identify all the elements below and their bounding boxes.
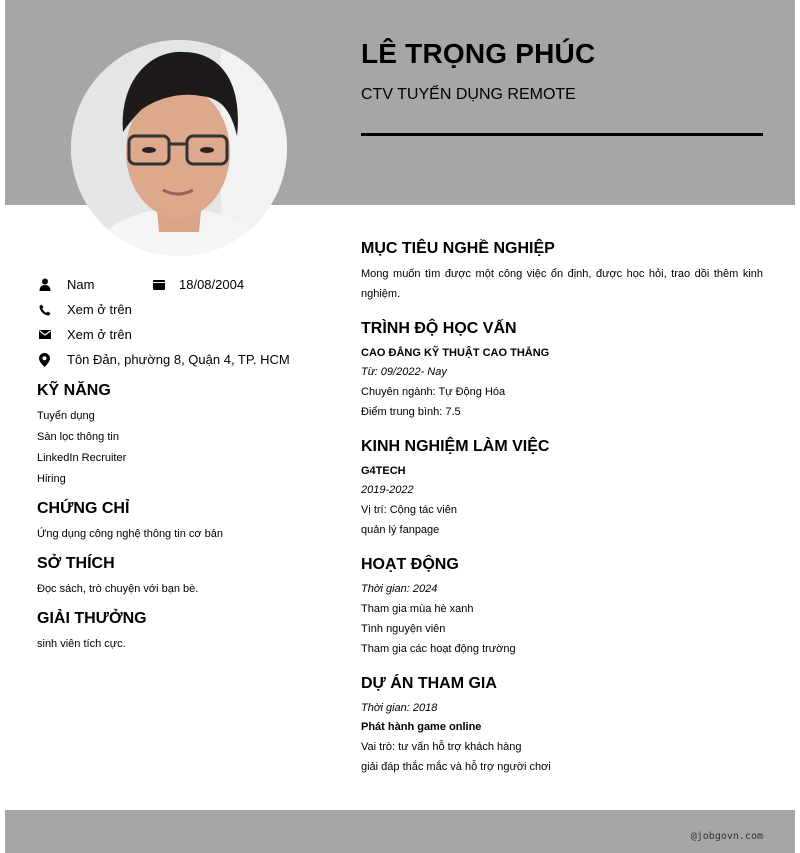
education-title: TRÌNH ĐỘ HỌC VẤN	[361, 320, 517, 337]
candidate-name: LÊ TRỌNG PHÚC	[361, 38, 596, 69]
objective-section	[361, 240, 763, 304]
experience-position: Vị trí: Cộng tác viên	[361, 504, 457, 516]
certificates-section	[37, 500, 327, 545]
objective-title: MỤC TIÊU NGHỀ NGHIỆP	[361, 240, 555, 257]
objective-text: Mong muốn tìm được một công việc ổn định, được học hỏi, trao dồi thêm kinh nghiệm.	[361, 268, 763, 300]
phone-value: Xem ở trên	[67, 302, 132, 317]
experience-section	[361, 438, 763, 540]
certificate-item: Ứng dụng công nghệ thông tin cơ bản	[37, 528, 224, 540]
experience-duty: quản lý fanpage	[361, 524, 440, 536]
hobbies-text: Đọc sách, trò chuyện với bạn bè.	[37, 583, 199, 595]
email-row	[37, 322, 327, 347]
activities-period: Thời gian: 2024	[361, 583, 438, 595]
skill-item: Sàn lọc thông tin	[37, 431, 119, 443]
right-column	[361, 240, 763, 793]
address-value: Tôn Đản, phường 8, Quận 4, TP. HCM	[67, 352, 290, 367]
gender-value: Nam	[67, 277, 95, 292]
envelope-icon	[37, 330, 67, 339]
birthday	[151, 277, 244, 292]
location-pin-icon	[37, 353, 67, 367]
address-row	[37, 347, 327, 372]
hobbies-section	[37, 555, 327, 600]
hobbies-title: SỞ THÍCH	[37, 555, 115, 572]
projects-section	[361, 675, 763, 777]
projects-title: DỰ ÁN THAM GIA	[361, 675, 497, 692]
phone-icon	[37, 304, 67, 316]
school-name: CAO ĐẲNG KỸ THUẬT CAO THẮNG	[361, 347, 550, 359]
left-column	[37, 272, 327, 655]
email-value: Xem ở trên	[67, 327, 132, 342]
awards-text: sinh viên tích cực.	[37, 638, 126, 650]
certificates-title: CHỨNG CHỈ	[37, 500, 130, 517]
education-gpa: Điểm trung bình: 7.5	[361, 406, 461, 418]
project-period: Thời gian: 2018	[361, 702, 438, 714]
cv-page	[5, 0, 795, 853]
header-divider	[361, 133, 763, 136]
avatar	[71, 40, 287, 256]
avatar-photo	[71, 40, 287, 256]
education-section	[361, 320, 763, 422]
project-description: giải đáp thắc mắc và hỗ trợ người chơi	[361, 761, 551, 773]
experience-title: KINH NGHIỆM LÀM VIỆC	[361, 438, 550, 455]
education-period: Từ: 09/2022- Nay	[361, 366, 447, 378]
activity-item: Tham gia các hoạt động trường	[361, 643, 516, 655]
activities-title: HOẠT ĐỘNG	[361, 556, 459, 573]
person-icon	[37, 278, 67, 291]
project-role: Vai trò: tư vấn hỗ trợ khách hàng	[361, 741, 522, 753]
footer-watermark: @jobgovn.com	[690, 831, 763, 842]
skill-item: Hiring	[37, 473, 66, 485]
calendar-icon	[151, 280, 179, 290]
education-major: Chuyên ngành: Tự Động Hóa	[361, 386, 506, 398]
awards-section	[37, 610, 327, 655]
footer-band	[5, 810, 795, 853]
activities-section	[361, 556, 763, 659]
project-name: Phát hành game online	[361, 721, 482, 733]
birthday-value: 18/08/2004	[179, 277, 245, 292]
skills-section	[37, 382, 327, 490]
phone-row	[37, 297, 327, 322]
gender-birthday-row	[37, 272, 327, 297]
candidate-role: CTV TUYỂN DỤNG REMOTE	[361, 86, 576, 103]
company-name: G4TECH	[361, 465, 406, 477]
skill-item: LinkedIn Recruiter	[37, 452, 127, 464]
awards-title: GIẢI THƯỞNG	[37, 610, 147, 627]
experience-period: 2019-2022	[361, 484, 414, 496]
activity-item: Tình nguyện viên	[361, 623, 446, 635]
skills-title: KỸ NĂNG	[37, 382, 111, 399]
skill-item: Tuyển dụng	[37, 410, 95, 422]
activity-item: Tham gia mùa hè xanh	[361, 603, 474, 615]
